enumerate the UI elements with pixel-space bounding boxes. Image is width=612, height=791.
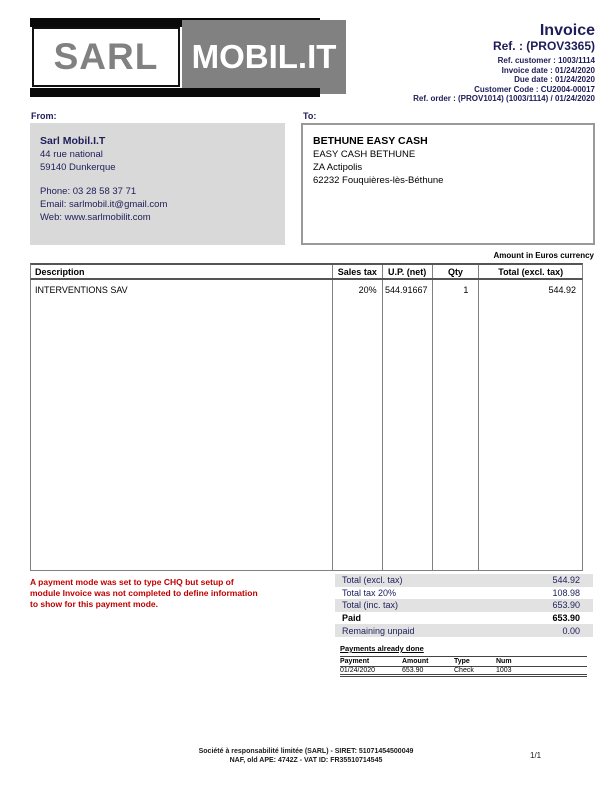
payments-table bbox=[340, 656, 587, 677]
invoice-title: Invoice bbox=[539, 22, 595, 39]
items-table-body bbox=[30, 280, 583, 571]
sender-name: Sarl Mobil.I.T bbox=[40, 135, 106, 147]
logo-left-text: SARL bbox=[32, 27, 180, 87]
item-total: 544.92 bbox=[548, 285, 576, 295]
recipient-address-line: ZA Actipolis bbox=[313, 162, 363, 173]
payments-table-header bbox=[340, 657, 587, 667]
invoice-date: Invoice date : 01/24/2020 bbox=[501, 65, 595, 75]
col-header-description: Description bbox=[31, 265, 333, 278]
pay-col-type: Type bbox=[454, 658, 470, 665]
recipient-address-line: 62232 Fouquières-lès-Béthune bbox=[313, 175, 444, 186]
total-label: Total (inc. tax) bbox=[342, 600, 399, 611]
from-label: From: bbox=[31, 111, 57, 121]
invoice-ref-customer: Ref. customer : 1003/1114 bbox=[497, 56, 595, 65]
item-sales-tax: 20% bbox=[333, 280, 383, 570]
col-header-sales-tax: Sales tax bbox=[333, 265, 383, 278]
page-number: 1/1 bbox=[530, 751, 542, 760]
currency-note: Amount in Euros currency bbox=[493, 251, 594, 260]
payment-date: 01/24/2020 bbox=[340, 667, 376, 674]
total-label: Total tax 20% bbox=[342, 587, 397, 598]
legal-footer bbox=[0, 747, 612, 765]
payment-num: 1003 bbox=[496, 667, 512, 674]
col-header-up-net: U.P. (net) bbox=[383, 265, 433, 278]
invoice-ref-order: Ref. order : (PROV1014) (1003/1114) / 01/24/2020 bbox=[413, 94, 595, 103]
warning-line: A payment mode was set to type CHQ but setup of bbox=[30, 577, 234, 587]
totals-block bbox=[335, 574, 593, 637]
total-value: 108.98 bbox=[552, 587, 580, 598]
warning-line: to show for this payment mode. bbox=[30, 599, 158, 609]
total-inc-tax-row bbox=[335, 599, 593, 612]
total-value: 653.90 bbox=[552, 600, 580, 611]
sender-web: Web: www.sarlmobilit.com bbox=[40, 212, 151, 223]
sender-address-line: 59140 Dunkerque bbox=[40, 162, 116, 173]
spacer bbox=[40, 174, 285, 185]
payments-title: Payments already done bbox=[340, 644, 424, 653]
payment-mode-warning bbox=[30, 577, 320, 610]
sender-phone: Phone: 03 28 58 37 71 bbox=[40, 186, 137, 197]
logo-bottom-bar bbox=[30, 88, 320, 97]
warning-line: module Invoice was not completed to define information bbox=[30, 588, 258, 598]
recipient-name: BETHUNE EASY CASH bbox=[313, 135, 428, 147]
logo-right-text: MOBIL.IT bbox=[182, 20, 346, 94]
invoice-due-date: Due date : 01/24/2020 bbox=[514, 75, 595, 84]
total-value: 653.90 bbox=[552, 613, 580, 624]
footer-line: NAF, old APE: 4742Z - VAT ID: FR35510714545 bbox=[229, 757, 383, 764]
sender-email: Email: sarlmobil.it@gmail.com bbox=[40, 199, 168, 210]
total-label: Paid bbox=[342, 613, 362, 624]
invoice-header bbox=[413, 22, 595, 104]
item-description: INTERVENTIONS SAV bbox=[31, 280, 333, 570]
total-label: Remaining unpaid bbox=[342, 625, 415, 636]
remaining-unpaid-row bbox=[335, 624, 593, 637]
total-label: Total (excl. tax) bbox=[342, 575, 403, 586]
total-value: 544.92 bbox=[552, 575, 580, 586]
sender-address-box bbox=[30, 123, 285, 245]
items-table bbox=[30, 263, 583, 571]
company-logo bbox=[30, 14, 346, 100]
pay-col-num: Num bbox=[496, 658, 512, 665]
payment-row bbox=[340, 667, 587, 677]
invoice-customer-code: Customer Code : CU2004-00017 bbox=[474, 84, 595, 94]
total-excl-tax-row bbox=[335, 574, 593, 587]
payment-type: Check bbox=[454, 667, 474, 674]
pay-col-amount: Amount bbox=[402, 658, 429, 665]
pay-col-payment: Payment bbox=[340, 658, 370, 665]
to-label: To: bbox=[303, 111, 317, 121]
col-header-qty: Qty bbox=[433, 265, 480, 278]
item-up-net: 544.91667 bbox=[383, 280, 433, 570]
footer-line: Société à responsabilité limitée (SARL) - SIRET: 51071454500049 bbox=[198, 748, 414, 755]
total-value: 0.00 bbox=[562, 625, 580, 636]
sender-address-line: 44 rue national bbox=[40, 149, 103, 160]
invoice-ref: Ref. : (PROV3365) bbox=[492, 39, 595, 53]
item-qty: 1 bbox=[433, 280, 480, 570]
recipient-address-line: EASY CASH BETHUNE bbox=[313, 149, 416, 160]
paid-row bbox=[335, 612, 593, 625]
items-table-header bbox=[30, 263, 583, 280]
payment-amount: 653.90 bbox=[402, 667, 424, 674]
payments-section bbox=[340, 644, 587, 677]
col-header-total: Total (excl. tax) bbox=[498, 266, 564, 277]
recipient-address-box bbox=[301, 123, 595, 245]
total-tax-row bbox=[335, 587, 593, 600]
